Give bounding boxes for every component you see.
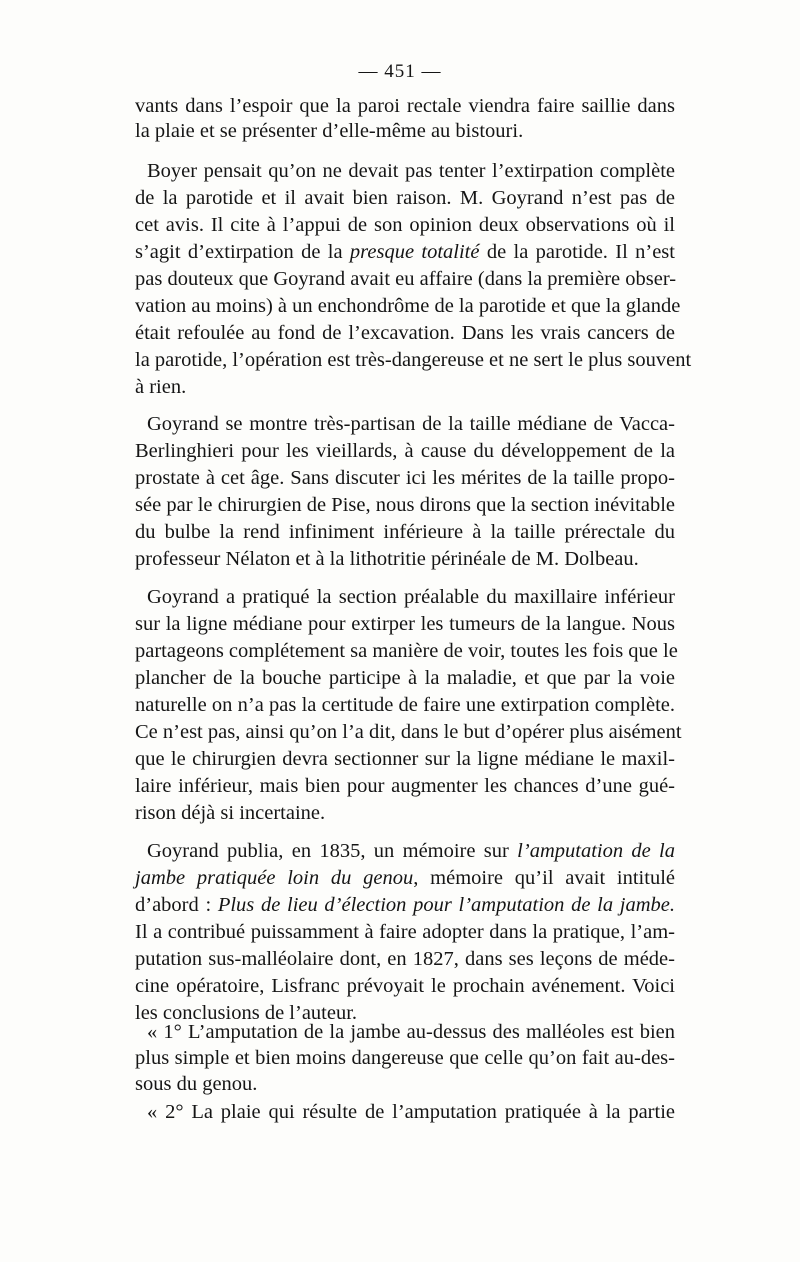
text-line [147, 583, 675, 611]
italic-text: jambe pratiquée loin du genou [135, 867, 414, 889]
text-segment: professeur Nélaton et à la lithotritie périnéale de M. Dolbeau. [135, 548, 639, 570]
text-line [135, 319, 675, 347]
text-segment: plus simple et bien moins dangereuse que celle qu’on fait au-des- [135, 1047, 675, 1069]
text-line [135, 972, 675, 1000]
text-line [147, 157, 675, 185]
text-line [135, 610, 675, 638]
text-segment: Goyrand a pratiqué la section préalable du maxillaire inférieur [147, 586, 675, 608]
text-segment: « 2° La plaie qui résulte de l’amputation pratiquée à la partie [147, 1101, 675, 1123]
text-segment: Berlinghieri pour les vieillards, à cause du développement de la [135, 440, 675, 462]
text-segment: la parotide, l’opération est très-dangereuse et ne sert le plus souvent [135, 349, 692, 371]
text-line [147, 1098, 675, 1126]
text-segment: naturelle on n’a pas la certitude de faire une extirpation complète. [135, 694, 675, 716]
text-line [135, 772, 675, 800]
text-segment: Goyrand se montre très-partisan de la taille médiane de Vacca- [147, 413, 675, 435]
text-segment: prostate à cet âge. Sans discuter ici les mérites de la taille propo- [135, 467, 675, 489]
text-segment: de la parotide et il avait bien raison. M. Goyrand n’est pas de [135, 187, 675, 209]
text-line [135, 891, 675, 919]
text-line [135, 918, 675, 946]
text-line [147, 410, 675, 438]
text-line [135, 545, 675, 573]
text-segment: cet avis. Il cite à l’appui de son opinion deux observations où il [135, 214, 675, 236]
text-segment: s’agit d’extirpation de la [135, 241, 350, 263]
text-segment: sous du genou. [135, 1073, 258, 1095]
italic-text: l’amputation de la [517, 840, 676, 862]
text-line [147, 837, 675, 865]
text-line [135, 1070, 675, 1098]
text-segment: vants dans l’espoir que la paroi rectale viendra faire saillie dans [135, 95, 675, 117]
text-line [135, 864, 675, 892]
text-segment: d’abord : [135, 894, 218, 916]
text-line [135, 691, 675, 719]
text-segment: « 1° L’amputation de la jambe au-dessus des malléoles est bien [147, 1021, 675, 1043]
text-line [135, 1044, 675, 1072]
text-segment: plancher de la bouche participe à la maladie, et que par la voie [135, 667, 675, 689]
text-line [135, 373, 675, 401]
text-segment: laire inférieur, mais bien pour augmenter les chances d’une gué- [135, 775, 675, 797]
text-segment: putation sus-malléolaire dont, en 1827, dans ses leçons de méde- [135, 948, 675, 970]
text-segment: Goyrand publia, en 1835, un mémoire sur [147, 840, 518, 862]
text-line [135, 184, 675, 212]
text-line [135, 292, 681, 320]
text-line [135, 346, 692, 374]
text-segment: partageons complétement sa manière de voir, toutes les fois que le [135, 640, 678, 662]
text-segment: à rien. [135, 376, 187, 398]
text-segment: pas douteux que Goyrand avait eu affaire (dans la première obser- [135, 268, 677, 290]
italic-text: presque totalité [349, 241, 480, 263]
text-line [135, 464, 675, 492]
text-line [135, 437, 675, 465]
text-segment: de la parotide. Il n’est [479, 241, 675, 263]
text-segment: Ce n’est pas, ainsi qu’on l’a dit, dans le but d’opérer plus aisément [135, 721, 682, 743]
text-line [135, 238, 675, 266]
text-line [135, 518, 675, 546]
text-segment: cine opératoire, Lisfranc prévoyait le prochain avénement. Voici [135, 975, 675, 997]
text-line [135, 265, 675, 293]
text-line [135, 211, 675, 239]
text-line [135, 92, 675, 120]
page-number: — 451 — [358, 61, 442, 82]
text-segment: était refoulée au fond de l’excavation. Dans les vrais cancers de [135, 322, 675, 344]
text-line [135, 637, 678, 665]
text-segment: sur la ligne médiane pour extirper les tumeurs de la langue. Nous [135, 613, 675, 635]
text-line [135, 745, 675, 773]
text-line [135, 718, 682, 746]
text-segment: les conclusions de l’auteur. [135, 1002, 358, 1024]
text-segment: la plaie et se présenter d’elle-même au bistouri. [135, 120, 524, 142]
text-segment: vation au moins) à un enchondrôme de la parotide et que la glande [135, 295, 681, 317]
text-segment: , mémoire qu’il avait intitulé [413, 867, 675, 889]
italic-text: Plus de lieu d’élection pour l’amputation de la jambe. [217, 894, 675, 916]
text-segment: rison déjà si incertaine. [135, 802, 326, 824]
text-line [147, 1018, 675, 1046]
text-line [135, 799, 675, 827]
text-segment: que le chirurgien devra sectionner sur la ligne médiane le maxil- [135, 748, 675, 770]
text-line [135, 664, 675, 692]
text-segment: du bulbe la rend infiniment inférieure à la taille prérectale du [135, 521, 675, 543]
text-line [135, 491, 675, 519]
text-segment: Il a contribué puissamment à faire adopter dans la pratique, l’am- [135, 921, 675, 943]
text-line [135, 117, 675, 145]
text-line [135, 945, 675, 973]
text-segment: Boyer pensait qu’on ne devait pas tenter l’extirpation complète [147, 160, 675, 182]
text-segment: sée par le chirurgien de Pise, nous dirons que la section inévitable [135, 494, 675, 516]
